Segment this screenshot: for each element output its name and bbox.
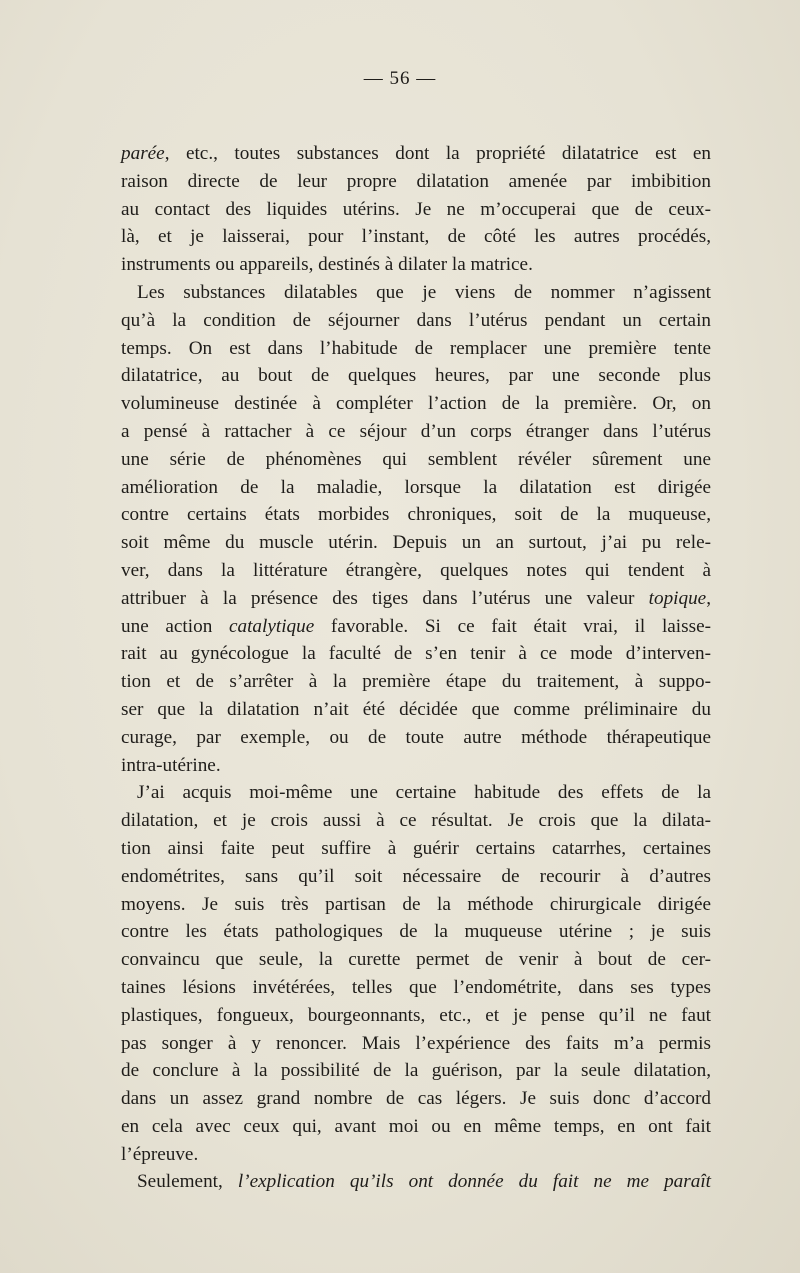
line-text: J’ai acquis moi-même une certaine habitude des effets de la	[137, 782, 711, 804]
line-text: endométrites, sans qu’il soit nécessaire de recourir à d’autres	[121, 865, 711, 887]
page-number: — 56 —	[363, 68, 437, 89]
text-line	[121, 251, 711, 279]
text-line	[121, 474, 711, 502]
text-line	[121, 1030, 711, 1058]
line-text: de conclure à la possibilité de la guérison, par la seule dilatation,	[121, 1060, 711, 1082]
line-text: Les substances dilatables que je viens de nommer n’agissent	[137, 281, 711, 303]
line-text: , etc., toutes substances dont la propriété dilatatrice est en	[164, 143, 711, 164]
line-text: dilatatrice, au bout de quelques heures, par une seconde plus	[121, 365, 711, 387]
line-text: là, et je laisserai, pour l’instant, de côté les autres procédés,	[121, 226, 711, 248]
italic-text: parée	[121, 143, 165, 164]
line-text: amélioration de la maladie, lorsque la dilatation est dirigée	[121, 476, 711, 498]
text-line	[121, 1002, 711, 1030]
body-text	[121, 140, 711, 1196]
text-line	[121, 835, 711, 863]
text-line	[121, 1057, 711, 1085]
text-line	[121, 362, 711, 390]
text-line	[121, 140, 711, 168]
text-line	[121, 974, 711, 1002]
text-line	[121, 1141, 711, 1169]
line-text: contre les états pathologiques de la muqueuse utérine ; je suis	[121, 921, 711, 943]
text-line	[121, 752, 711, 780]
text-line	[121, 557, 711, 585]
italic-text: topique	[648, 587, 707, 609]
text-line	[121, 307, 711, 335]
line-text: intra-utérine.	[121, 754, 221, 776]
italic-text: l’explication qu’ils ont donnée du fait ne me paraît	[237, 1171, 711, 1193]
text-line	[121, 196, 711, 224]
line-text: dans un assez grand nombre de cas légers. Je suis donc d’accord	[121, 1088, 711, 1110]
line-text: ,	[706, 587, 711, 609]
text-line	[121, 501, 711, 529]
line-text: tion ainsi faite peut suffire à guérir certains catarrhes, certaines	[121, 837, 711, 859]
line-text: contre certains états morbides chroniques, soit de la muqueuse,	[121, 504, 711, 526]
line-text: taines lésions invétérées, telles que l’endométrite, dans ses types	[121, 976, 711, 998]
line-text: une série de phénomènes qui semblent révéler sûrement une	[121, 448, 711, 470]
text-line	[121, 696, 711, 724]
line-text: ver, dans la littérature étrangère, quelques notes qui tendent à	[121, 559, 711, 581]
italic-text: catalytique	[228, 615, 315, 637]
text-line	[121, 891, 711, 919]
text-line	[121, 1113, 711, 1141]
line-text: une action	[121, 615, 229, 637]
text-line	[121, 446, 711, 474]
text-line	[121, 279, 711, 307]
line-text: qu’à la condition de séjourner dans l’utérus pendant un certain	[121, 309, 711, 331]
line-text: en cela avec ceux qui, avant moi ou en même temps, en ont fait	[121, 1115, 711, 1137]
line-text: ser que la dilatation n’ait été décidée que comme préliminaire du	[121, 698, 711, 720]
text-line	[121, 585, 711, 613]
line-text: temps. On est dans l’habitude de remplacer une première tente	[121, 337, 711, 359]
text-line	[121, 640, 711, 668]
line-text: volumineuse destinée à compléter l’action de la première. Or, on	[121, 393, 711, 415]
text-line	[121, 1168, 711, 1196]
text-line	[121, 223, 711, 251]
text-line	[121, 724, 711, 752]
line-text: instruments ou appareils, destinés à dilater la matrice.	[121, 254, 533, 276]
line-text: l’épreuve.	[121, 1143, 199, 1165]
line-text: raison directe de leur propre dilatation amenée par imbibition	[121, 170, 711, 192]
line-text: dilatation, et je crois aussi à ce résultat. Je crois que la dilata-	[121, 810, 711, 832]
text-line	[121, 613, 711, 641]
line-text: convaincu que seule, la curette permet de venir à bout de cer-	[121, 949, 711, 971]
line-text: soit même du muscle utérin. Depuis un an surtout, j’ai pu rele-	[121, 532, 711, 554]
text-line	[121, 390, 711, 418]
line-text: plastiques, fongueux, bourgeonnants, etc., et je pense qu’il ne faut	[121, 1004, 711, 1026]
text-line	[121, 807, 711, 835]
text-line	[121, 1085, 711, 1113]
line-text: favorable. Si ce fait était vrai, il laisse-	[314, 615, 711, 637]
line-text: a pensé à rattacher à ce séjour d’un corps étranger dans l’utérus	[121, 420, 711, 442]
text-line	[121, 168, 711, 196]
text-line	[121, 779, 711, 807]
line-text: rait au gynécologue la faculté de s’en tenir à ce mode d’interven-	[121, 643, 711, 665]
line-text: pas songer à y renoncer. Mais l’expérience des faits m’a permis	[121, 1032, 711, 1054]
line-text: attribuer à la présence des tiges dans l’utérus une valeur	[121, 587, 649, 609]
text-line	[121, 335, 711, 363]
line-text: curage, par exemple, ou de toute autre méthode thérapeutique	[121, 726, 711, 748]
text-line	[121, 418, 711, 446]
text-line	[121, 946, 711, 974]
line-text: moyens. Je suis très partisan de la méthode chirurgicale dirigée	[121, 893, 711, 915]
text-line	[121, 529, 711, 557]
text-line	[121, 668, 711, 696]
line-text: Seulement,	[137, 1171, 238, 1193]
text-line	[121, 918, 711, 946]
line-text: au contact des liquides utérins. Je ne m’occuperai que de ceux-	[121, 198, 711, 220]
text-line	[121, 863, 711, 891]
line-text: tion et de s’arrêter à la première étape du traitement, à suppo-	[121, 671, 711, 693]
